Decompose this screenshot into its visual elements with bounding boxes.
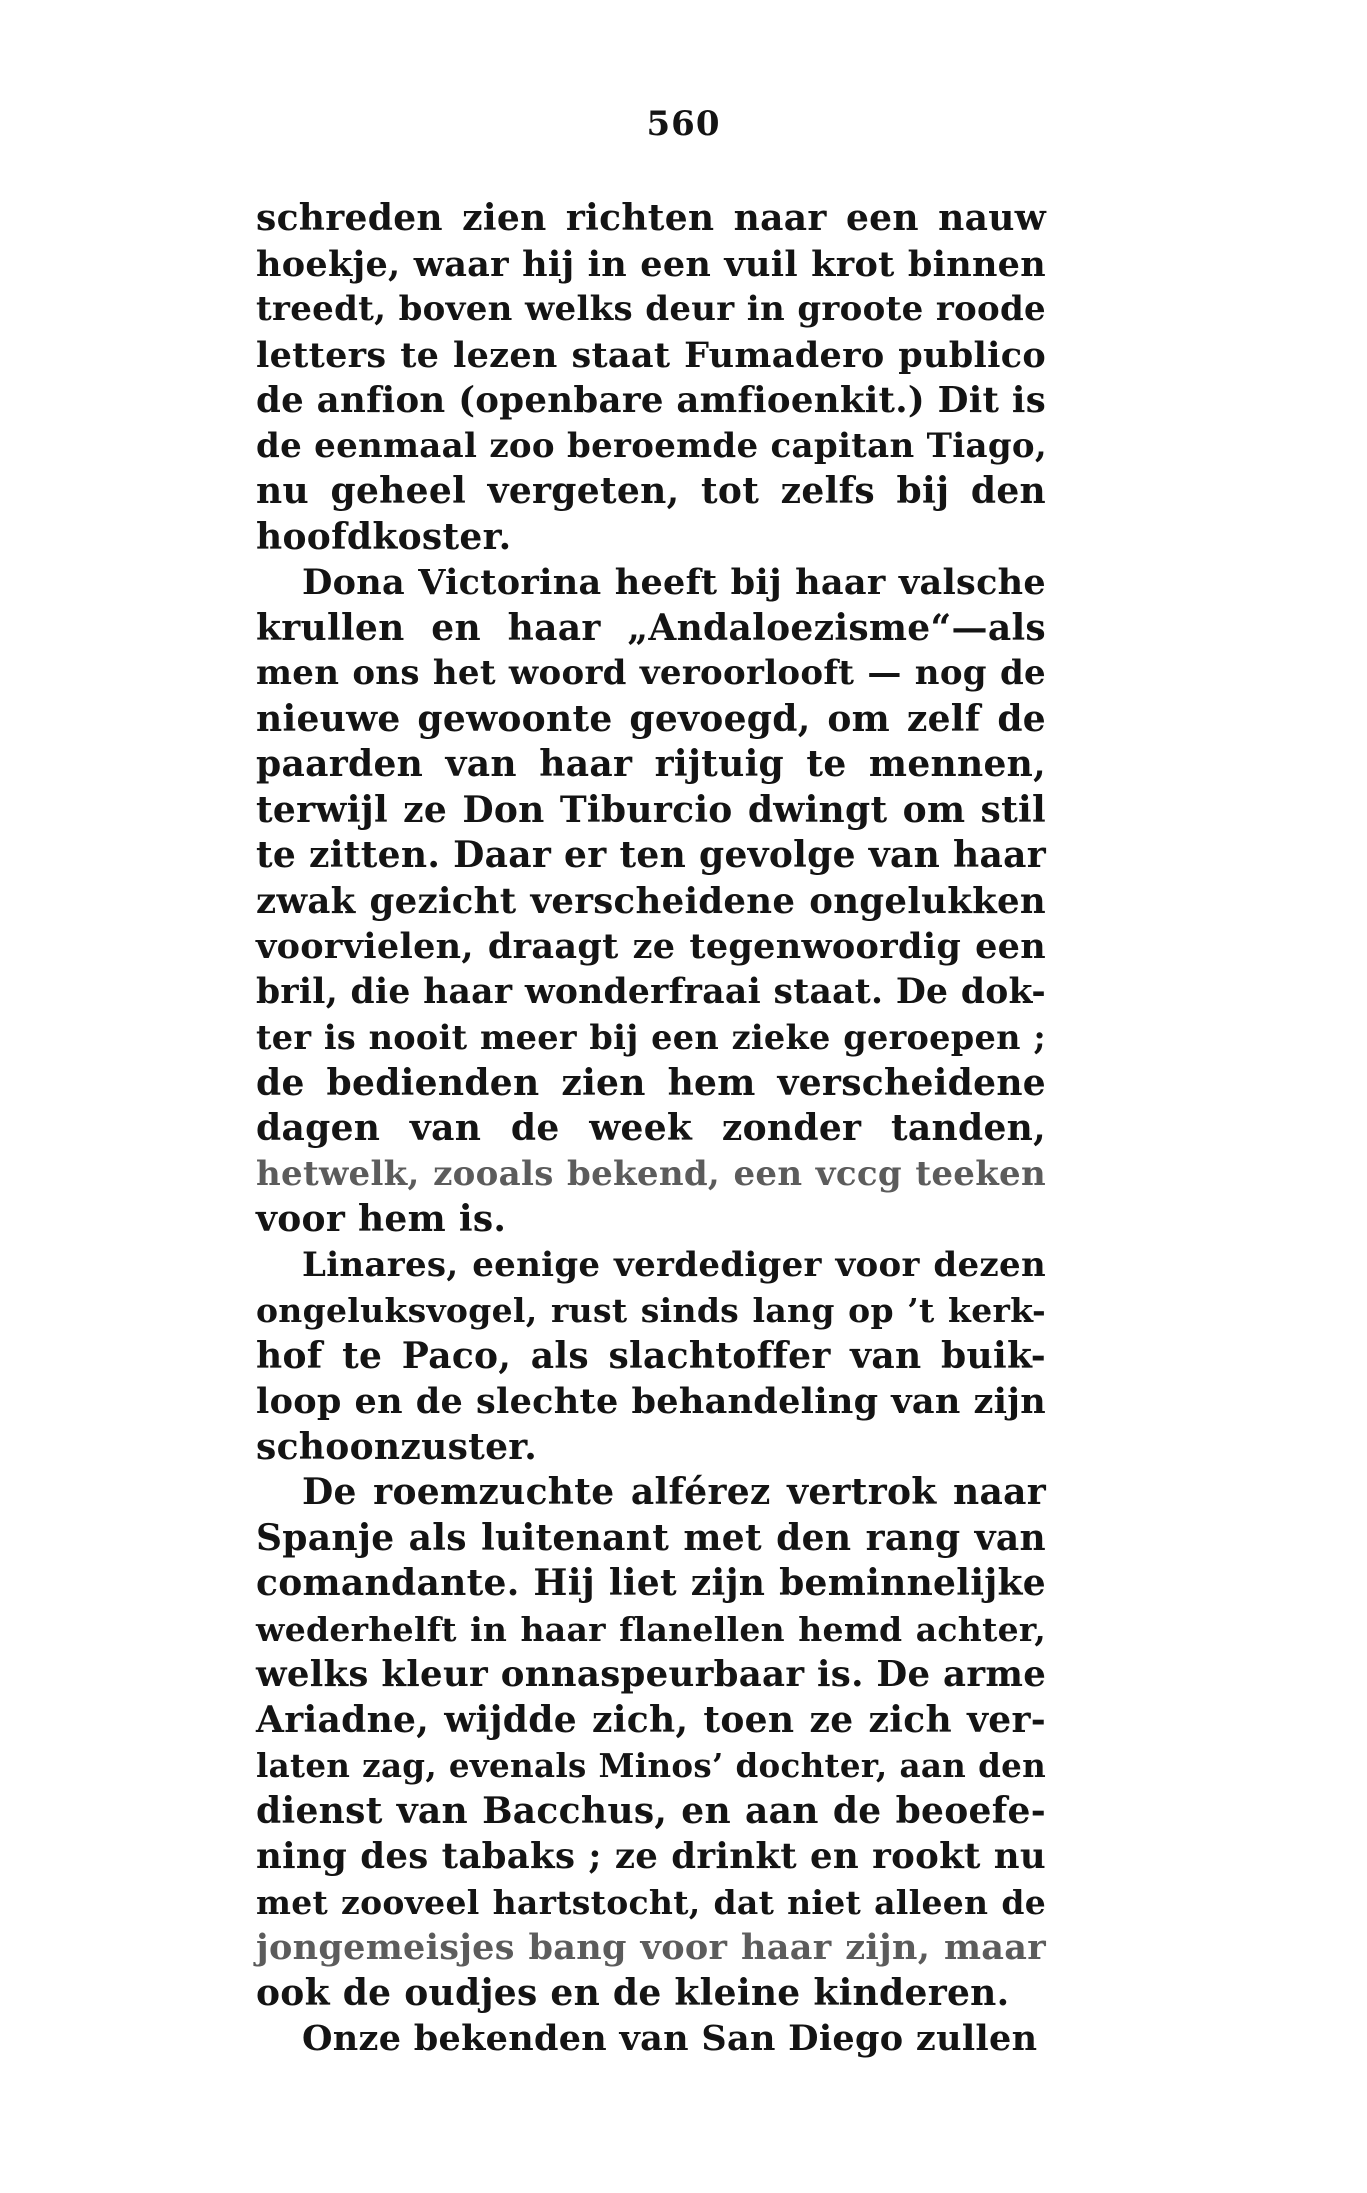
text-line: Ariadne, wijdde zich, toen ze zich ver- (256, 1698, 1046, 1741)
text-line: ter is nooit meer bij een zieke geroepen ; (256, 1018, 1046, 1057)
text-line: voorvielen, draagt ze tegenwoordig een (256, 926, 1046, 967)
text-line: Dona Victorina heeft bij haar valsche (302, 562, 1046, 603)
text-line: paarden van haar rijtuig te mennen, (256, 743, 1046, 785)
text-line: bril, die haar wonderfraai staat. De dok- (256, 971, 1046, 1012)
text-line: schreden zien richten naar een nauw (256, 197, 1046, 239)
text-line: loop en de slechte behandeling van zijn (256, 1381, 1046, 1422)
text-line: hoofdkoster. (256, 515, 512, 558)
text-line: Spanje als luitenant met den rang van (256, 1516, 1046, 1559)
text-line: hoekje, waar hij in een vuil krot binnen (256, 243, 1046, 285)
text-line: schoonzuster. (256, 1425, 538, 1468)
text-line: met zooveel hartstocht, dat niet alleen de (256, 1882, 1046, 1922)
text-line: krullen en haar „Andaloezisme“—als (256, 606, 1046, 649)
text-line: de anfion (openbare amfioenkit.) Dit is (256, 380, 1046, 421)
text-line: nieuwe gewoonte gevoegd, om zelf de (256, 697, 1046, 740)
body-text (256, 196, 1046, 2062)
text-line: De roemzuchte alférez vertrok naar (302, 1471, 1046, 1513)
text-line: te zitten. Daar er ten gevolge van haar (256, 834, 1046, 876)
text-line: welks kleur onnaspeurbaar is. De arme (256, 1654, 1047, 1695)
text-line: letters te lezen staat Fumadero publico (256, 334, 1046, 376)
text-line: de eenmaal zoo beroemde capitan Tiago, (256, 425, 1048, 466)
text-line: Onze bekenden van San Diego zullen (302, 2018, 1038, 2059)
text-line: voor hem is. (256, 1198, 507, 1240)
text-line: dienst van Bacchus, en aan de beoefe- (256, 1789, 1046, 1832)
text-line: men ons het woord veroorlooft — nog de (256, 653, 1046, 693)
text-line: nu geheel vergeten, tot zelfs bij den (256, 470, 1046, 512)
text-line: comandante. Hij liet zijn beminnelijke (256, 1562, 1046, 1604)
text-line: laten zag, evenals Minos’ dochter, aan den (256, 1746, 1046, 1785)
page-number: 560 (646, 104, 721, 144)
text-line: hof te Paco, als slachtoffer van buik- (256, 1334, 1046, 1377)
text-line: de bedienden zien hem verscheidene (256, 1061, 1046, 1104)
text-line: ook de oudjes en de kleine kinderen. (256, 1971, 1010, 2014)
text-line: terwijl ze Don Tiburcio dwingt om stil (256, 788, 1046, 831)
text-line: ongeluksvogel, rust sinds lang op ’t kerk- (256, 1291, 1046, 1330)
text-line: jongemeisjes bang voor haar zijn, maar (256, 1927, 1046, 1968)
text-line: ning des tabaks ; ze drinkt en rookt nu (256, 1836, 1046, 1877)
text-line: Linares, eenige verdediger voor dezen (302, 1244, 1046, 1285)
text-line: wederhelft in haar flanellen hemd achter, (256, 1609, 1046, 1649)
text-line: hetwelk, zooals bekend, een vccg teeken (256, 1153, 1046, 1194)
text-line: treedt, boven welks deur in groote roode (256, 289, 1046, 329)
text-line: zwak gezicht verscheidene ongelukken (256, 880, 1046, 922)
text-line: dagen van de week zonder tanden, (256, 1107, 1046, 1149)
